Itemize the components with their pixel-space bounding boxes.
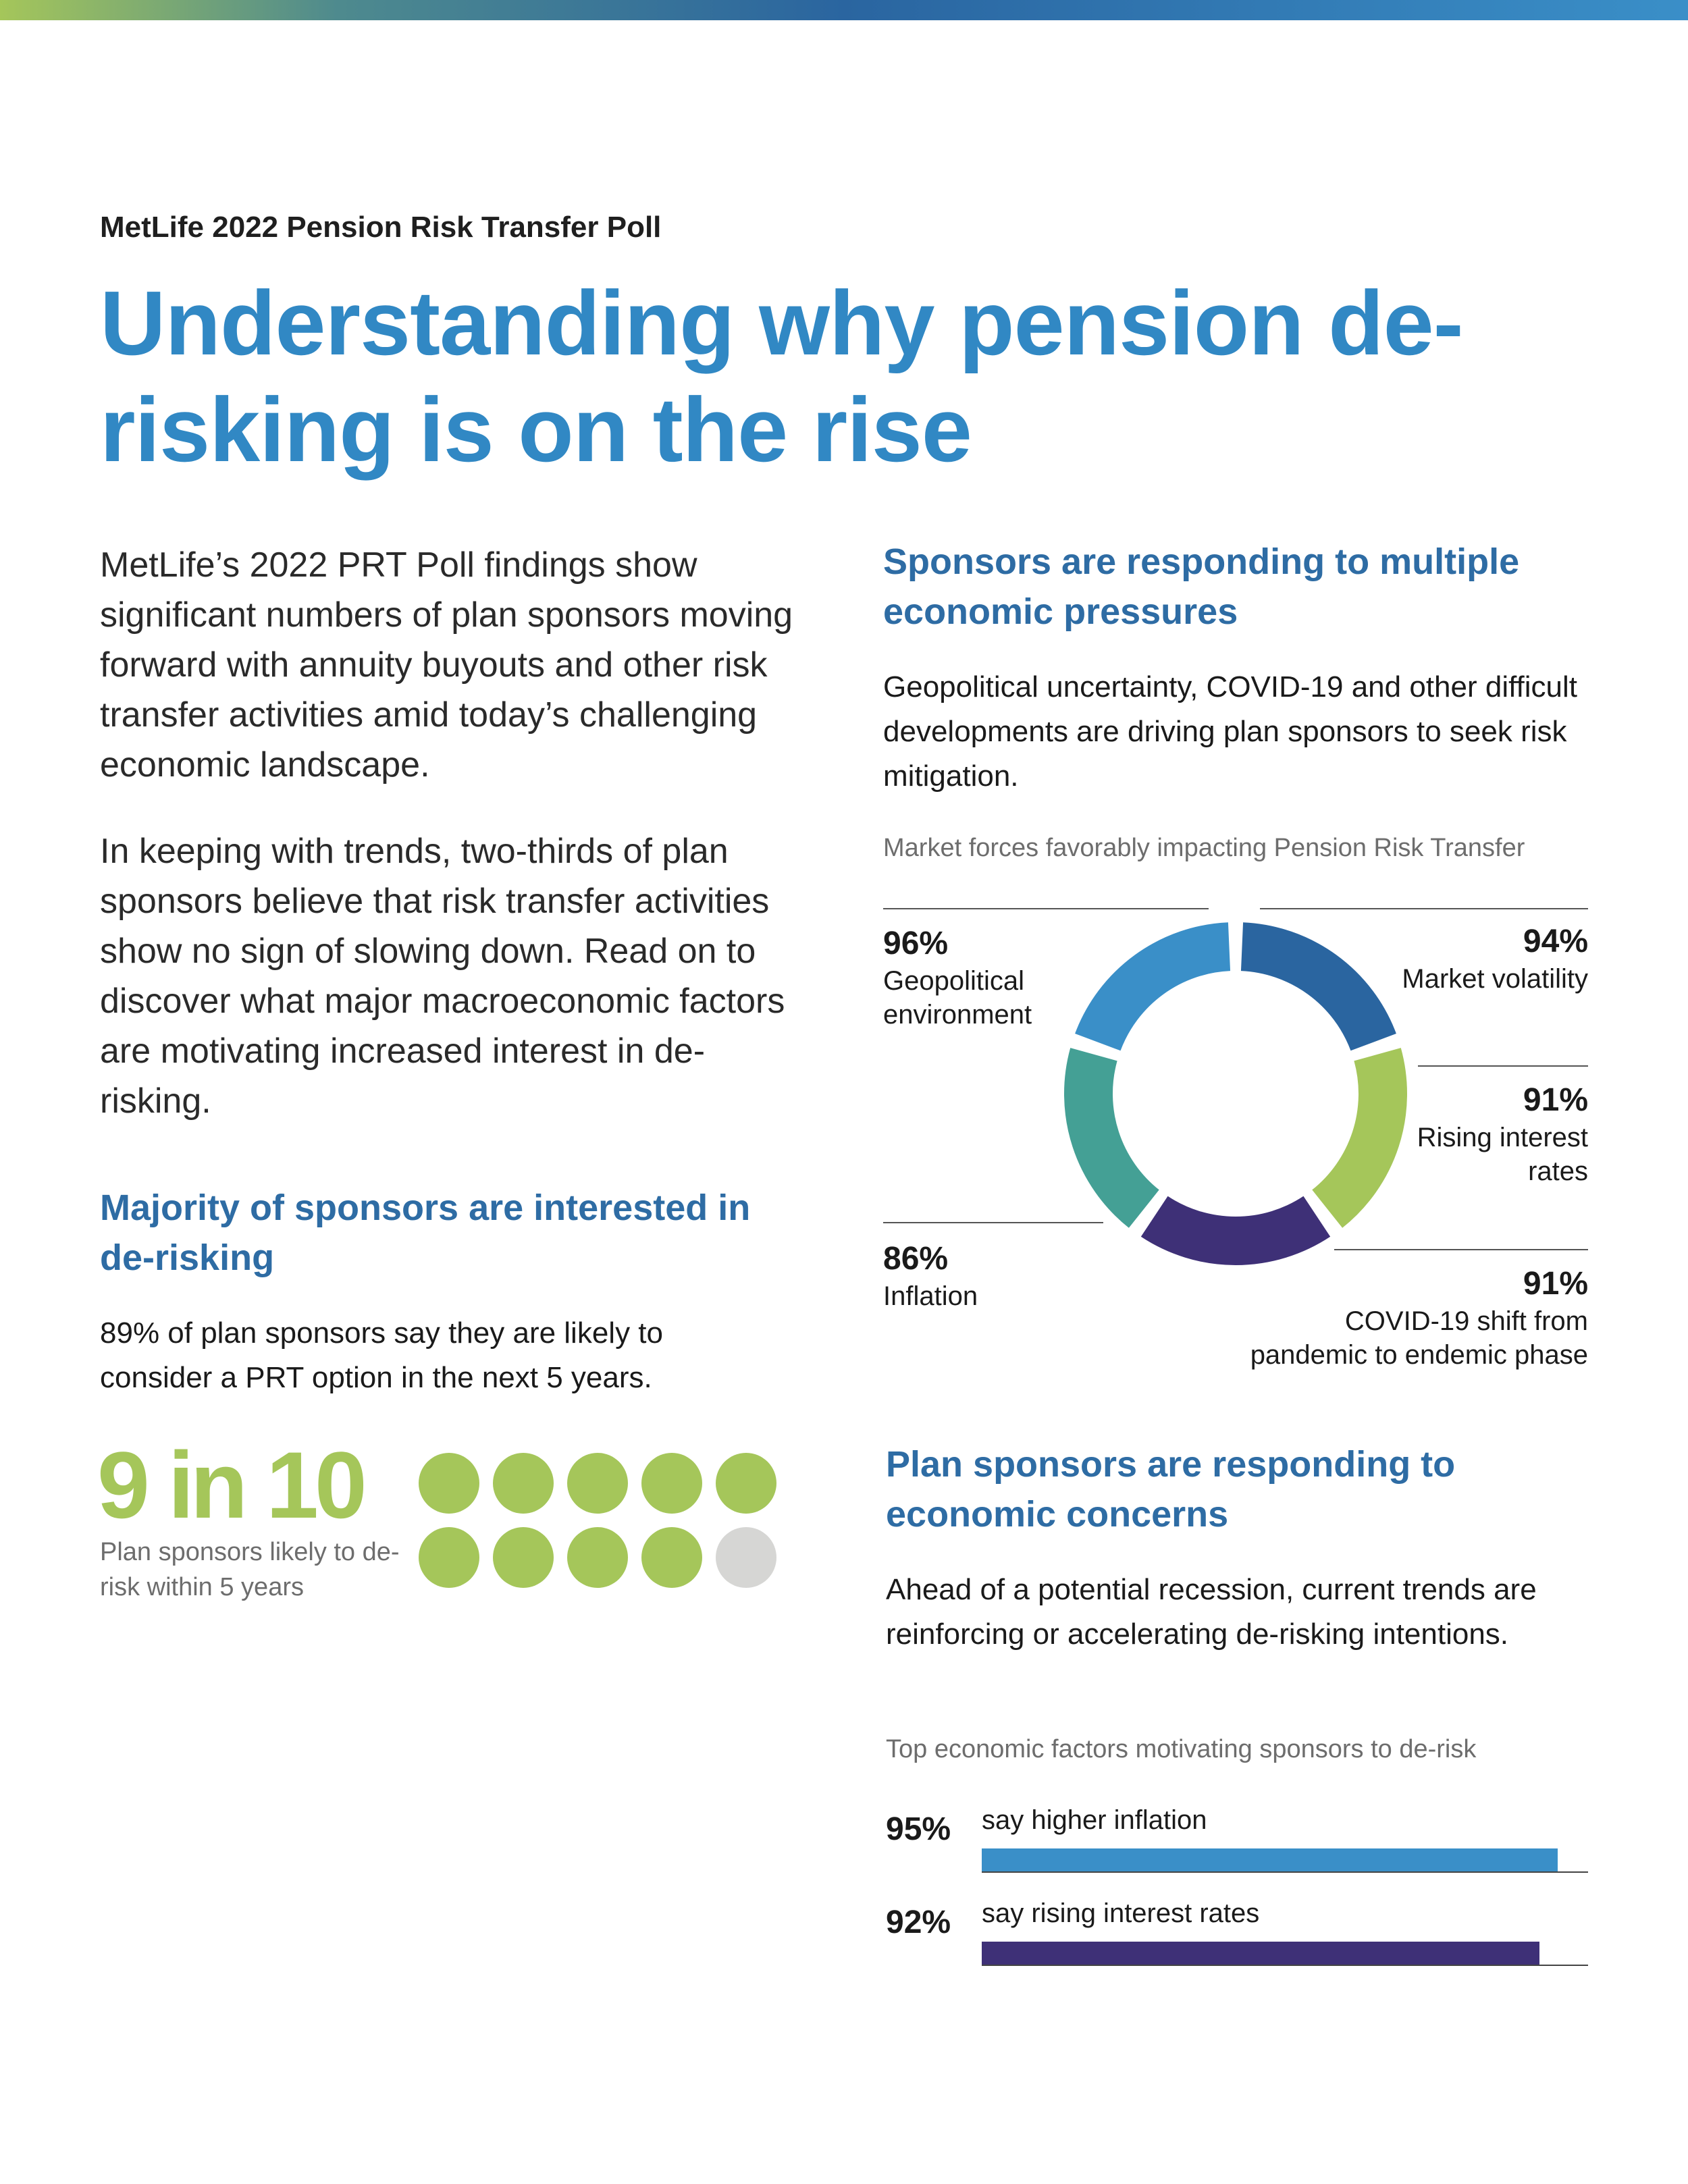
dot-filled: [493, 1453, 554, 1514]
dot-filled: [419, 1453, 479, 1514]
bars-caption: Top economic factors motivating sponsors to de-risk: [886, 1735, 1477, 1763]
bar-fill-inflation: [982, 1848, 1558, 1871]
intro-text: [100, 540, 816, 1126]
intro-paragraph-2: In keeping with trends, two-thirds of plan sponsors believe that risk transfer activities show no sign of slowing down. Read on to discover what major macroeconomic factors are motivating increased interest in de-risking.: [100, 832, 785, 1121]
donut-label-geopolitical: [883, 924, 1086, 1032]
donut-segment-market: [1242, 947, 1374, 1042]
label-rule-covid: [1334, 1249, 1588, 1250]
donut-lbl-geopolitical: Geopolitical environment: [883, 966, 1032, 1030]
donut-label-interest: [1386, 1080, 1588, 1188]
donut-lbl-market: Market volatility: [1402, 964, 1588, 994]
donut-pct-market: 94%: [1523, 924, 1588, 959]
eyebrow-label: MetLife 2022 Pension Risk Transfer Poll: [100, 211, 662, 244]
label-rule-inflation: [883, 1222, 1103, 1223]
bar-label-interest: say rising interest rates: [982, 1898, 1260, 1928]
bar-label-inflation: say higher inflation: [982, 1805, 1207, 1835]
donut-chart: [1053, 911, 1418, 1276]
dot-grid: [419, 1453, 783, 1588]
label-rule-interest: [1418, 1065, 1588, 1067]
label-rule-geopolitical: [883, 908, 1209, 909]
dot-filled: [493, 1527, 554, 1588]
intro-paragraph-1: MetLife’s 2022 PRT Poll findings show significant numbers of plan sponsors moving forward with annuity buyouts and other risk transfer activities amid today’s challenging economic landscape.: [100, 545, 793, 784]
majority-body: 89% of plan sponsors say they are likely to consider a PRT option in the next 5 years.: [100, 1316, 664, 1394]
donut-segment-covid: [1155, 1217, 1317, 1241]
bar-row-inflation: [886, 1805, 1588, 1892]
donut-caption: Market forces favorably impacting Pension Risk Transfer: [883, 834, 1525, 862]
majority-heading: Majority of sponsors are interested in de-risking: [100, 1188, 751, 1278]
bar-track-inflation: [982, 1848, 1588, 1873]
donut-pct-geopolitical: 96%: [883, 926, 949, 961]
big-statistic-caption: Plan sponsors likely to de-risk within 5 years: [100, 1538, 400, 1601]
dot-filled: [419, 1527, 479, 1588]
dot-filled: [716, 1453, 776, 1514]
bar-pct-inflation: 95%: [886, 1811, 951, 1847]
label-rule-market: [1260, 908, 1588, 909]
dot-filled: [567, 1527, 628, 1588]
donut-segment-geopolitical: [1098, 947, 1230, 1042]
top-gradient-bar: [0, 0, 1688, 20]
donut-pct-interest: 91%: [1523, 1082, 1588, 1118]
dot-filled: [567, 1453, 628, 1514]
donut-pct-inflation: 86%: [883, 1241, 949, 1277]
bar-pct-interest: 92%: [886, 1905, 951, 1940]
bar-row-interest: [886, 1898, 1588, 1985]
donut-segment-inflation: [1088, 1055, 1144, 1209]
dot-empty: [716, 1527, 776, 1588]
concerns-heading: Plan sponsors are responding to economic concerns: [886, 1444, 1456, 1535]
big-statistic: 9 in 10: [97, 1432, 363, 1538]
page-title: Understanding why pension de-risking is on the rise: [100, 272, 1463, 481]
donut-lbl-covid: COVID-19 shift from pandemic to endemic phase: [1250, 1306, 1588, 1370]
donut-segment-interest: [1327, 1055, 1383, 1209]
donut-lbl-interest: Rising interest rates: [1417, 1123, 1588, 1186]
dot-filled: [641, 1453, 702, 1514]
donut-label-inflation: [883, 1239, 978, 1313]
bar-track-interest: [982, 1942, 1588, 1966]
donut-label-covid: [1183, 1264, 1588, 1372]
pressures-body: Geopolitical uncertainty, COVID-19 and other difficult developments are driving plan sponsors to seek risk mitigation.: [883, 670, 1578, 793]
dot-filled: [641, 1527, 702, 1588]
donut-lbl-inflation: Inflation: [883, 1281, 978, 1311]
pressures-heading: Sponsors are responding to multiple economic pressures: [883, 541, 1520, 632]
donut-label-market: [1386, 922, 1588, 996]
concerns-body: Ahead of a potential recession, current trends are reinforcing or accelerating de-risking intentions.: [886, 1573, 1537, 1651]
bar-fill-interest: [982, 1942, 1539, 1965]
donut-pct-covid: 91%: [1523, 1266, 1588, 1302]
